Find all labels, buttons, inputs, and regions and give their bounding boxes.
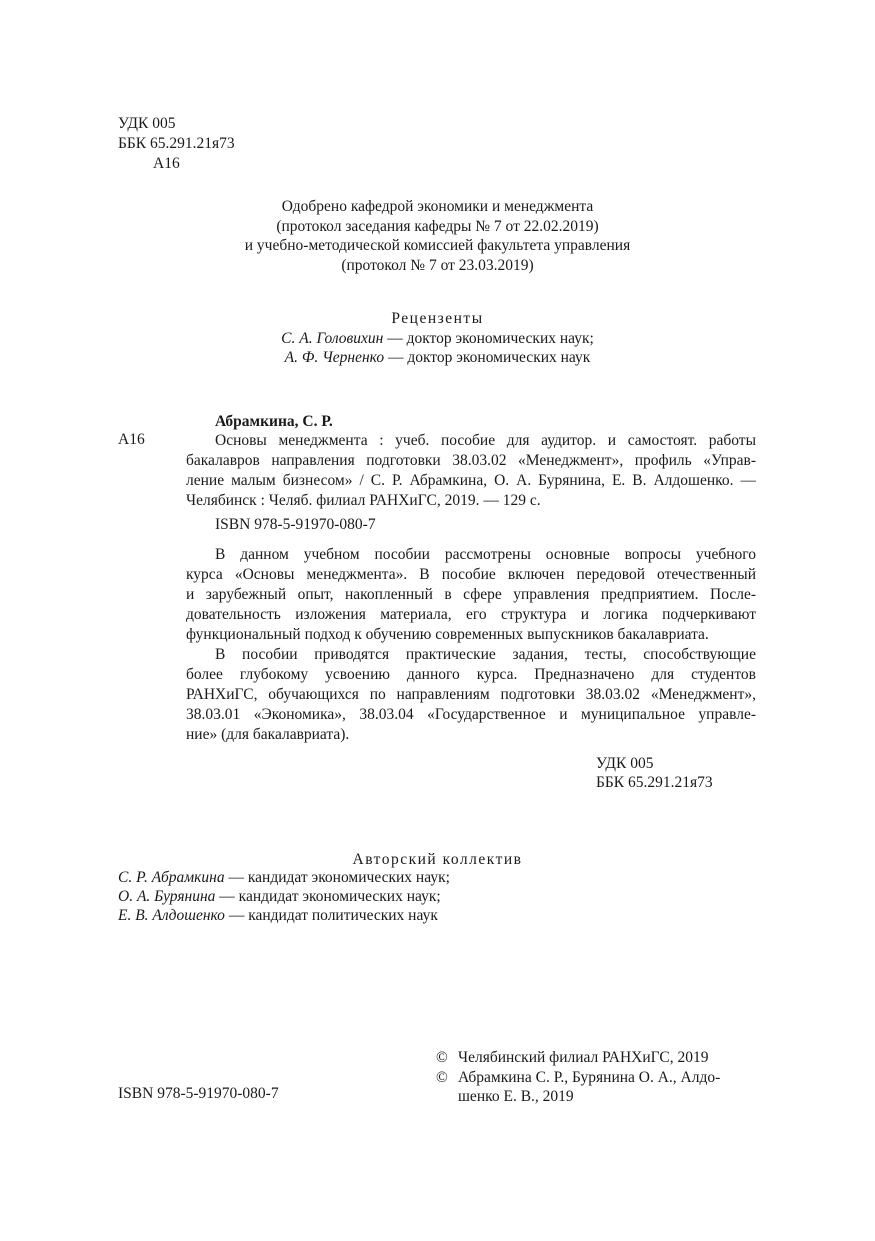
reviewer-item	[0, 348, 875, 368]
author-item	[118, 868, 450, 888]
copyright-symbol-1: ©	[436, 1049, 448, 1066]
author-item	[118, 906, 438, 926]
reviewer-name: С. А. Головихин	[281, 330, 384, 347]
abstract-line: В данном учебном пособии рассмотрены основные вопросы учебного	[215, 546, 756, 563]
abstract-line: РАНХиГС, обучающихся по направлениям подготовки 38.03.02 «Менеджмент»,	[186, 686, 756, 703]
bib-line: ление малым бизнесом» / С. Р. Абрамкина, О. А. Бурянина, Е. В. Алдошенко. —	[186, 472, 756, 489]
reviewer-name: А. Ф. Черненко	[284, 349, 385, 366]
udk-code: УДК 005	[118, 115, 176, 132]
copyright-symbol-2: ©	[436, 1069, 448, 1086]
bib-line: Основы менеджмента : учеб. пособие для аудитор. и самостоят. работы	[215, 432, 756, 449]
approval-line-4: (протокол № 7 от 23.03.2019)	[341, 257, 534, 274]
bib-description	[186, 431, 756, 511]
author-degree: — кандидат экономических наук;	[224, 869, 450, 886]
bbk-code: ББК 65.291.21я73	[118, 135, 235, 152]
bib-isbn: ISBN 978-5-91970-080-7	[215, 516, 376, 533]
abstract-line: и зарубежный опыт, накопленный в сфере управления предприятием. После-	[186, 586, 756, 603]
author-name: О. А. Бурянина	[118, 888, 216, 905]
approval-line-2: (протокол заседания кафедры № 7 от 22.02.2019)	[276, 218, 599, 235]
bbk-code-repeat: ББК 65.291.21я73	[596, 774, 713, 791]
footer-isbn: ISBN 978-5-91970-080-7	[118, 1085, 279, 1102]
abstract-line: курса «Основы менеджмента». В пособие включен передовой отечественный	[186, 566, 756, 583]
copyright-line-3: шенко Е. В., 2019	[458, 1088, 574, 1105]
author-degree: — кандидат политических наук	[224, 907, 438, 924]
udk-code-repeat: УДК 005	[596, 755, 654, 772]
authors-heading: Авторский коллектив	[352, 851, 523, 868]
abstract-line: ние» (для бакалавриата).	[186, 726, 350, 743]
author-name: Е. В. Алдошенко	[118, 907, 225, 924]
abstract-line: функциональный подход к обучению современных выпускников бакалавриата.	[186, 626, 709, 643]
bib-line: бакалавров направления подготовки 38.03.02 «Менеджмент», профиль «Управ-	[186, 452, 756, 469]
approval-line-3: и учебно-методической комиссией факультета управления	[244, 237, 631, 254]
bib-mark: А16	[118, 431, 145, 448]
reviewers-heading: Рецензенты	[391, 310, 484, 327]
bib-author: Абрамкина, С. Р.	[215, 413, 333, 430]
abstract-line: более глубокому усвоению данного курса. Предназначено для студентов	[186, 666, 756, 683]
author-item	[118, 887, 441, 907]
author-degree: — кандидат экономических наук;	[215, 888, 441, 905]
reviewer-degree: — доктор экономических наук;	[383, 330, 594, 347]
approval-line-1: Одобрено кафедрой экономики и менеджмента	[281, 198, 594, 215]
abstract	[186, 545, 756, 745]
reviewer-item	[0, 329, 875, 349]
abstract-line: довательность изложения материала, его структура и логика подчеркивают	[186, 606, 756, 623]
author-mark: А16	[153, 155, 180, 172]
bib-line: Челябинск : Челяб. филиал РАНХиГС, 2019. — 129 с.	[186, 492, 541, 509]
abstract-line: В пособии приводятся практические задания, тесты, способствующие	[215, 646, 756, 663]
author-name: С. Р. Абрамкина	[118, 869, 225, 886]
copyright-line-1: Челябинский филиал РАНХиГС, 2019	[458, 1049, 709, 1066]
copyright-line-2: Абрамкина С. Р., Бурянина О. А., Алдо-	[458, 1069, 721, 1086]
abstract-line: 38.03.01 «Экономика», 38.03.04 «Государственное и муниципальное управле-	[186, 706, 756, 723]
reviewer-degree: — доктор экономических наук	[384, 349, 591, 366]
